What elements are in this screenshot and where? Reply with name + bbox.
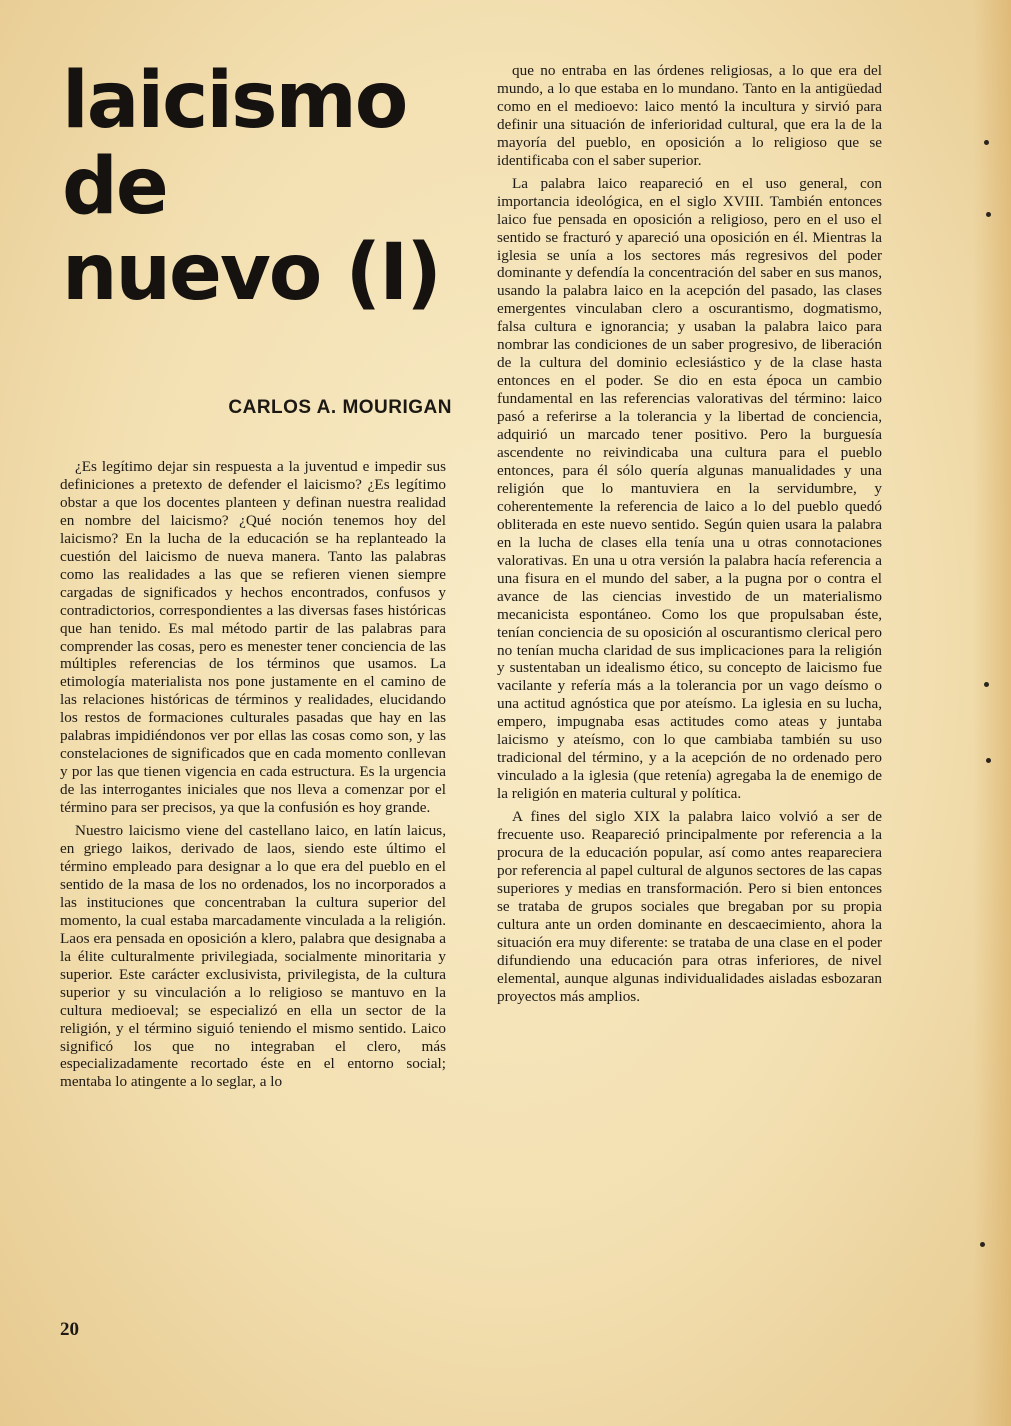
paragraph: Nuestro laicismo viene del castellano laico, en latín laicus, en griego laikos, derivado de laos, siendo este último el término empleado para designar a lo que era del pueblo en el sentido de la masa de los no ordenados, los no incorporados a las instituciones que concentraban la cultura superior del momento, la cual estaba marcadamente vinculada a la religión. Laos era pensada en oposición a klero, palabra que designaba a la élite culturalmente privilegiada, socialmente minoritaria y superior. Este carácter exclusivista, privilegista, de la cultura superior y su vinculación a lo religioso se mantuvo en la cultura medioeval; se especializó en ella un sector de la religión, y el término siguió teniendo el mismo sentido. Laico significó los que no integraban el clero, más especializadamente recortado éste en el entorno social; mentaba lo atingente a lo seglar, a lo — [60, 822, 446, 1091]
title-line-3: nuevo (I) — [62, 228, 440, 318]
right-text-column — [497, 62, 882, 1011]
author-byline: CARLOS A. MOURIGAN — [228, 397, 452, 418]
paragraph: La palabra laico reapareció en el uso general, con importancia ideológica, en el siglo XVIII. También entonces laico fue pensada en oposición a religioso, pero en el uso el sentido se fracturó y apareció una oposición en él. Mientras la iglesia se unía a los sectores más regresivos del poder dominante y defendía la concentración del saber en sus manos, usando la palabra laico en la acepción del pasado, las clases emergentes vinculaban clero a oscurantismo, dogmatismo, falsa cultura e ignorancia; y usaban la palabra laico para nombrar las condiciones de un saber progresivo, de liberación de la cultura del dominio eclesiástico y de la clase hasta entonces en el poder. Se dio en esta época un cambio fundamental en las referencias valorativas del término: laico pasó a referirse a la tolerancia y la libertad de conciencia, adquirió un marcado tener positivo. Pero la burguesía ascendente no reivindicaba una cultura para el pueblo entonces, para él sólo quería algunas manualidades y una religión que lo mantuviera en la servidumbre, y coherentemente la referencia de laico a lo del pueblo quedó obliterada en este nuevo sentido. Según quien usara la palabra en la lucha de clases ella tenía una u otras connotaciones valorativas. En una u otra versión la palabra hacía referencia a una fisura en el mundo del saber, a la pugna por o contra el avance de las ciencias investido de un materialismo mecanicista espontáneo. Como los que propulsaban éste, tenían conciencia de su oposición al oscurantismo clerical pero no tenían mucha claridad de sus implicaciones para la religión y sustentaban un idealismo ético, su concepto de laicismo fue vacilante y refería más a la tolerancia por un vago deísmo o una actitud agnóstica que por ateísmo. La iglesia en su lucha, empero, impugnaba esas actitudes como ateas y juntaba laicismo y ateísmo, con lo que cambiaba también su uso tradicional del término, y a la acepción de no ordenado pero vinculado a la iglesia (que retenía) agregaba la de enemigo de la religión en materia cultural y política. — [497, 174, 882, 803]
title-line-2: de — [62, 142, 167, 232]
page-number: 20 — [60, 1319, 79, 1340]
ink-speck — [984, 682, 989, 687]
title-line-1: laicismo — [62, 56, 407, 146]
paragraph: A fines del siglo XIX la palabra laico volvió a ser de frecuente uso. Reapareció principalmente por referencia a la procura de la educación popular, así como antes reapareciera por referencia al papel cultural de algunos sectores de las capas superiores y medias en transformación. Pero si bien entonces se trataba de grupos sociales que bregaban por su propia cultura ante un orden dominante en descaecimiento, ahora la situación era muy diferente: se trataba de una clase en el poder difundiendo una educación para otras inferiores, de nivel elemental, aunque algunas individualidades aisladas esbozaran proyectos más amplios. — [497, 808, 882, 1005]
paragraph: ¿Es legítimo dejar sin respuesta a la juventud e impedir sus definiciones a pretexto de defender el laicismo? ¿Es legítimo obstar a que los docentes planteen y definan nuestra realidad en nombre del laicismo? ¿Qué noción tenemos hoy del laicismo? En la lucha de la educación se ha replanteado la cuestión del laicismo de nueva manera. Tanto las palabras como las realidades a las que se refieren vienen siempre cargadas de significados y hechos encontrados, confusos y contradictorios, correspondientes a las diversas fases históricas que han tenido. Es mal método partir de las palabras para comprender las cosas, pero es menester tener conciencia de las múltiples referencias de los términos que usamos. La etimología materialista nos pone justamente en el camino de las relaciones históricas de términos y realidades, elucidando los restos de formaciones culturales pasadas que hay en las palabras impidiéndonos ver por ellas las cosas como son, y las constelaciones de significados que en cada momento conllevan y por las que tienen vigencia en cada estructura. Es la urgencia de las interrogantes iniciales que nos lleva a comenzar por el término para ser precisos, ya que la confusión es hoy grande. — [60, 458, 446, 817]
page-edge-shading — [973, 0, 1011, 1426]
article-title — [62, 58, 462, 316]
paragraph: que no entraba en las órdenes religiosas, a lo que era del mundo, a lo que estaba en lo mundano. Tanto en la antigüedad como en el medioevo: laico mentó la incultura y sirvió para definir una situación de inferioridad cultural, que era la de la mayoría del pueblo, en oposición a lo religioso que se identificaba con el saber superior. — [497, 62, 882, 169]
ink-speck — [986, 212, 991, 217]
ink-speck — [980, 1242, 985, 1247]
left-text-column — [60, 458, 446, 1096]
ink-speck — [984, 140, 989, 145]
ink-speck — [986, 758, 991, 763]
